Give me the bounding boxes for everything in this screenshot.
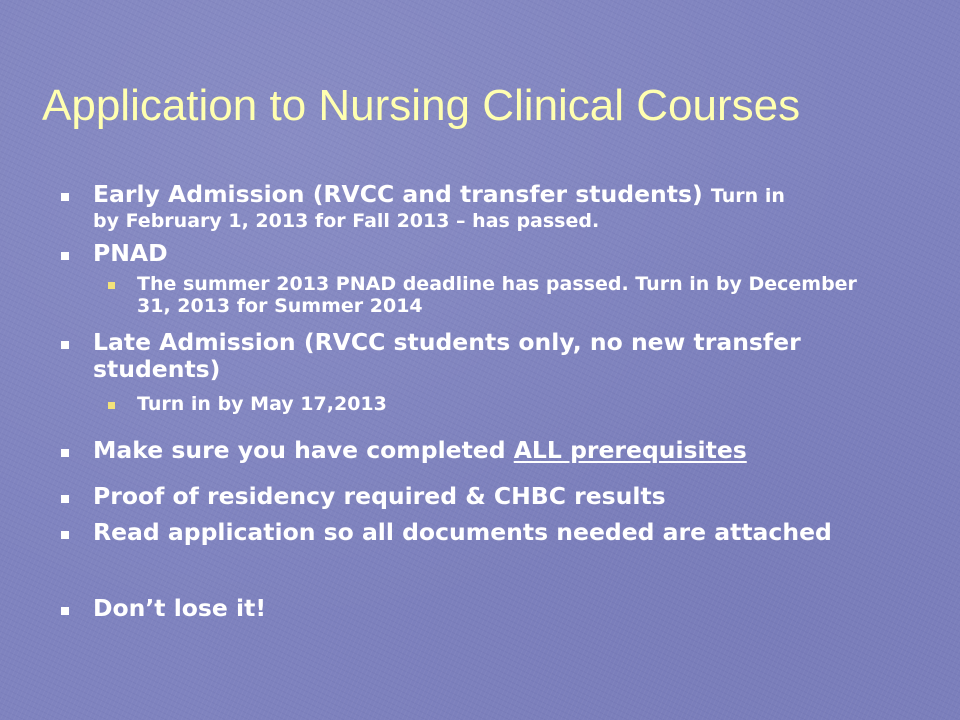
read-application-text: Read application so all documents needed are attached	[93, 518, 832, 546]
sub-bullet-pnad	[137, 273, 897, 317]
bullet-square-icon	[61, 341, 69, 349]
sub-bullet-late	[137, 393, 897, 415]
late-sub-text: Turn in by May 17,2013	[137, 393, 387, 415]
prerequisites-text: Make sure you have completed	[93, 436, 506, 464]
prerequisites-line	[93, 437, 903, 464]
early-admission-main: Early Admission (RVCC and transfer students)	[93, 180, 703, 208]
residency-text: Proof of residency required & CHBC results	[93, 482, 666, 510]
bullet-prerequisites	[93, 437, 903, 464]
bullet-residency	[93, 483, 903, 510]
early-admission-line1	[93, 181, 903, 210]
pnad-label: PNAD	[93, 239, 168, 267]
late-admission-label: Late Admission (RVCC students only, no new transfer students)	[93, 328, 801, 383]
bullet-dont-lose	[93, 595, 903, 622]
slide-title: Application to Nursing Clinical Courses	[42, 81, 801, 130]
sub-bullet-square-icon	[108, 402, 115, 409]
sub-bullet-square-icon	[108, 282, 115, 289]
bullet-square-icon	[61, 531, 69, 539]
dont-lose-text: Don’t lose it!	[93, 594, 267, 622]
pnad-sub-text: The summer 2013 PNAD deadline has passed. Turn in by December 31, 2013 for Summer 2014	[137, 273, 857, 317]
bullet-pnad	[93, 240, 903, 267]
bullet-square-icon	[61, 449, 69, 457]
early-admission-line2: by February 1, 2013 for Fall 2013 – has passed.	[93, 210, 600, 232]
bullet-square-icon	[61, 607, 69, 615]
early-admission-turn-in: Turn in	[710, 185, 785, 207]
bullet-square-icon	[61, 252, 69, 260]
bullet-read-application	[93, 519, 903, 546]
bullet-early-admission	[93, 181, 903, 232]
all-prerequisites-link[interactable]: ALL prerequisites	[513, 436, 747, 464]
bullet-square-icon	[61, 495, 69, 503]
bullet-late-admission	[93, 329, 903, 383]
bullet-square-icon	[61, 193, 69, 201]
